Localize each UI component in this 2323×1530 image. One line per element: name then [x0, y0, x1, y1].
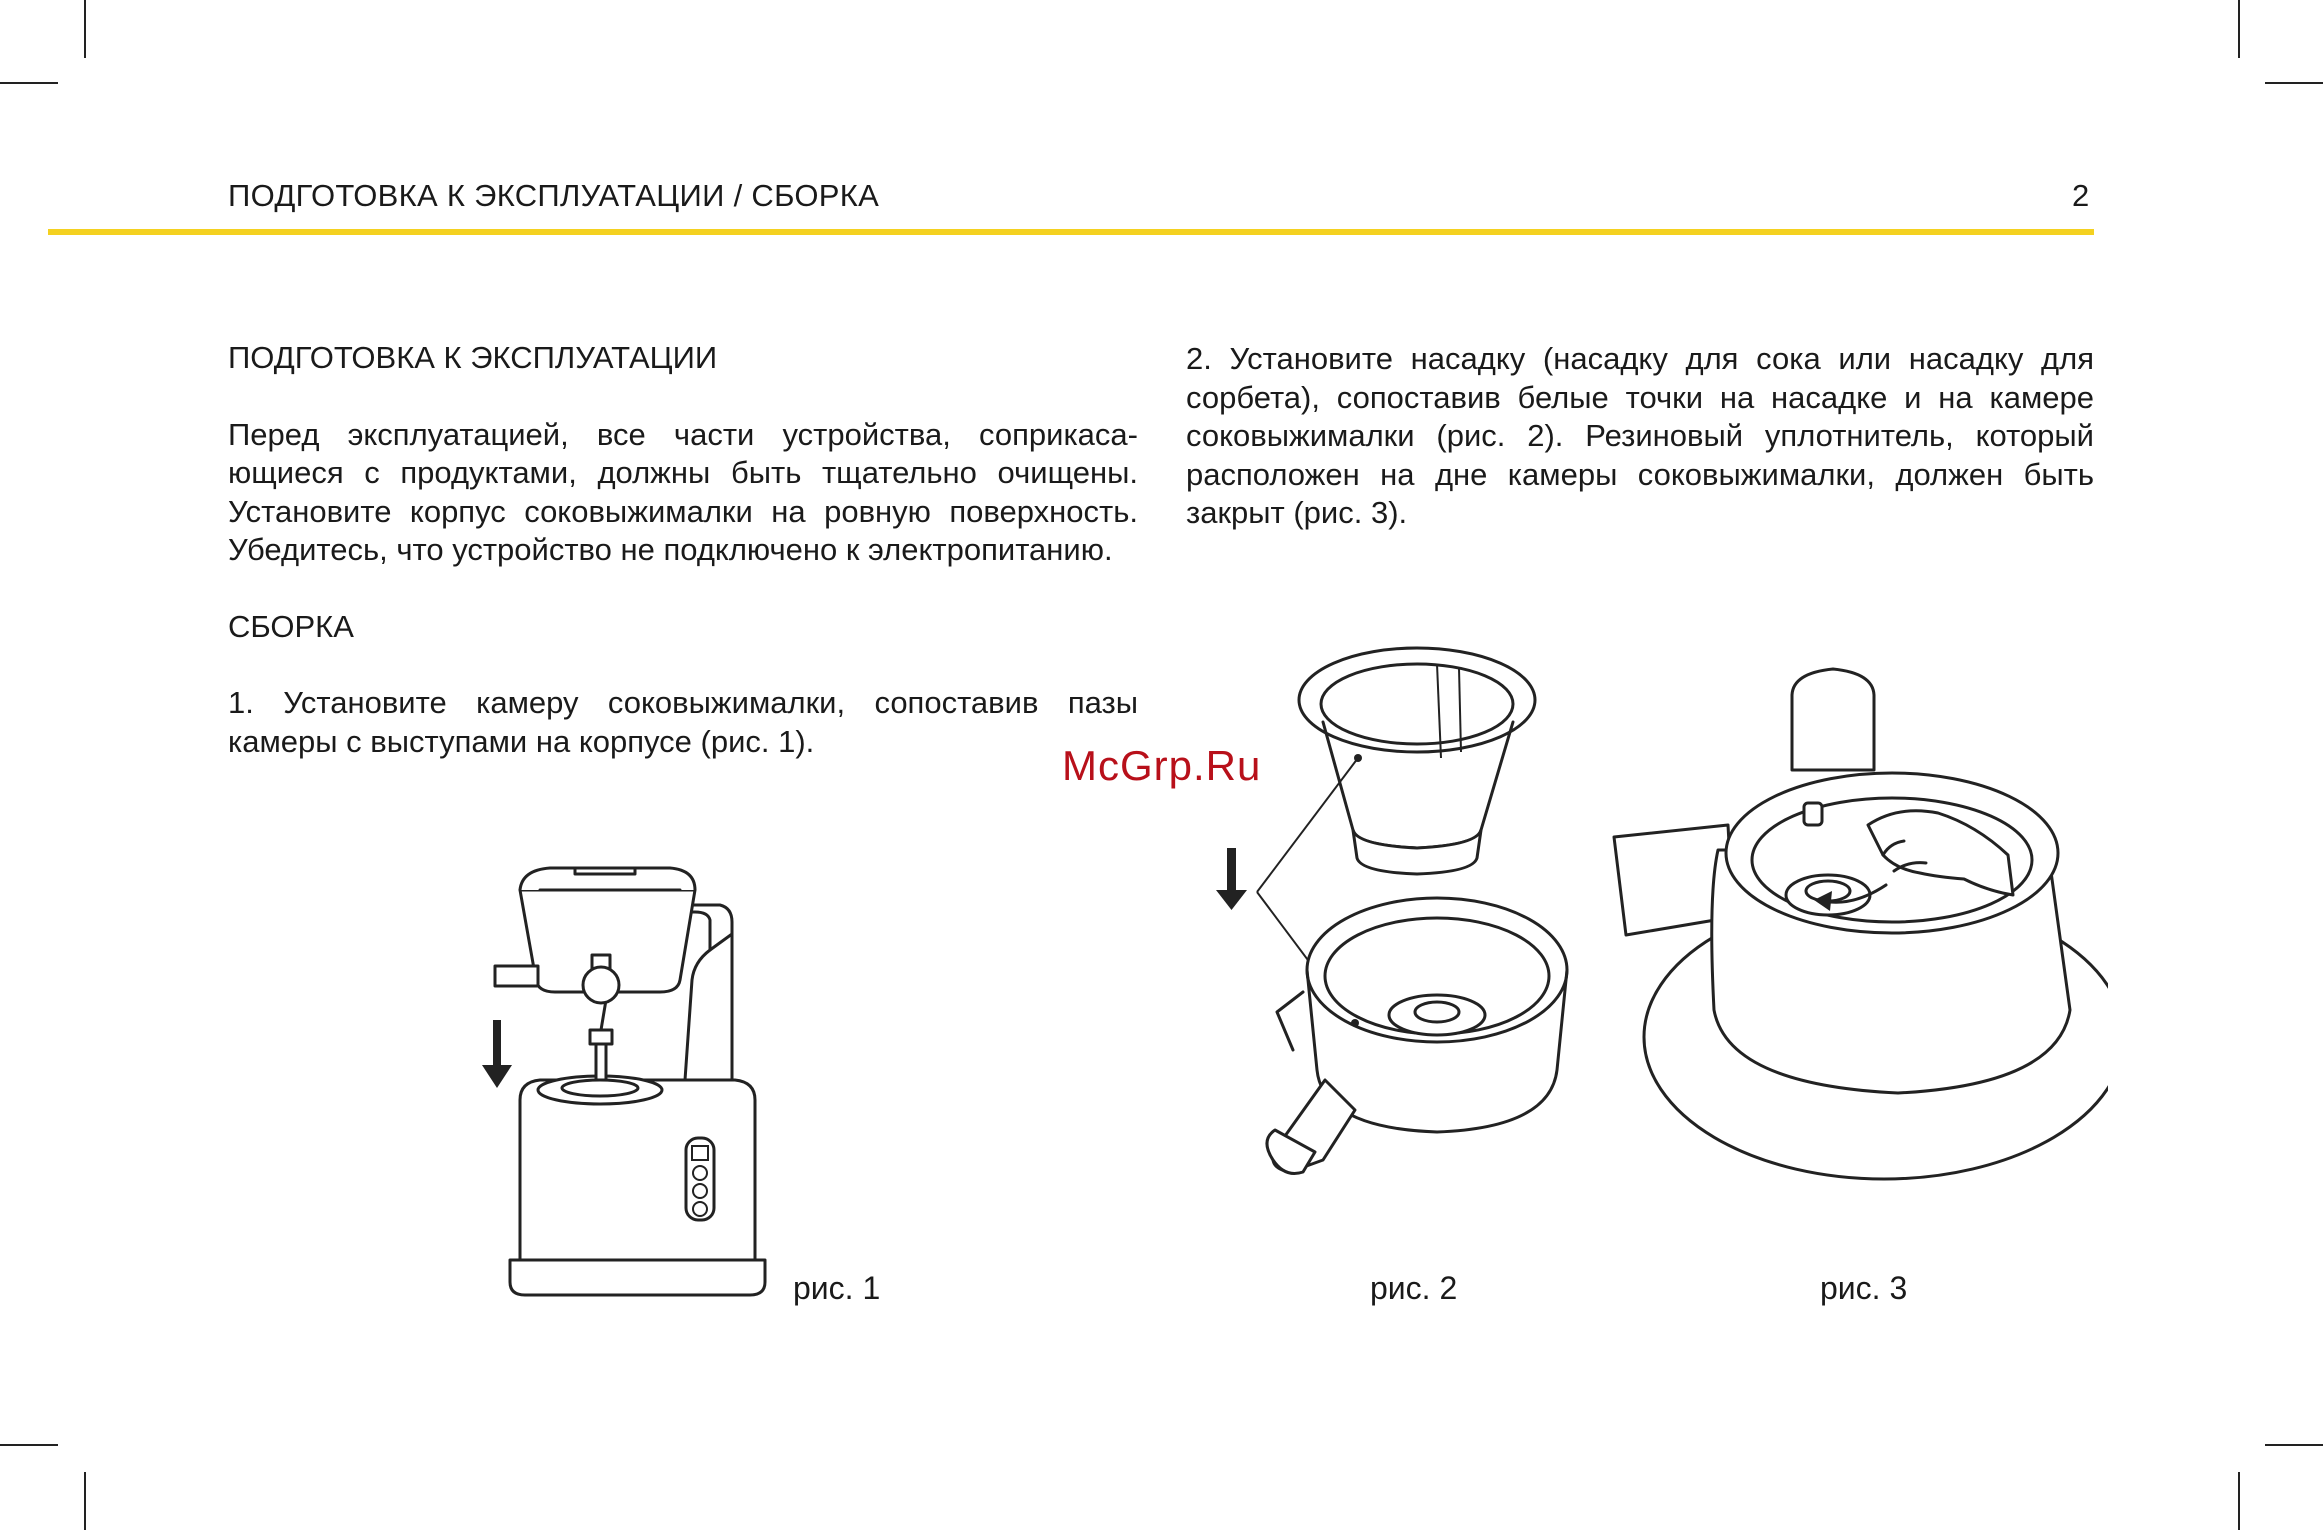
crop-mark: [2265, 1444, 2323, 1446]
figure-3-caption: рис. 3: [1820, 1270, 1908, 1306]
watermark: McGrp.Ru: [1062, 742, 1262, 789]
seal-illustration: [1608, 655, 2108, 1195]
down-arrow-icon: [482, 1020, 512, 1088]
figure-1-caption: рис. 1: [793, 1270, 881, 1306]
figure-2-attachment-alignment: [1205, 640, 1585, 1210]
crop-mark: [0, 1444, 58, 1446]
section-heading-assembly: СБОРКА: [228, 608, 354, 644]
crop-mark: [84, 1472, 86, 1530]
figure-3-rubber-seal: [1608, 655, 2108, 1195]
crop-mark: [2238, 0, 2240, 58]
crop-mark: [2238, 1472, 2240, 1530]
section-heading-preparation: ПОДГОТОВКА К ЭКСПЛУАТАЦИИ: [228, 340, 718, 375]
juicer-illustration: [470, 850, 770, 1310]
crop-mark: [0, 82, 58, 84]
left-column: [228, 339, 1138, 761]
preparation-paragraph: Перед эксплуатацией, все части устройства, соприкасающиеся с продуктами, должны быть тщательно очищены. Установите корпус соковыжималки на ровную поверхность. Убедитесь, что устройство не подключено к электропитанию.: [228, 416, 1138, 567]
figure-2-caption: рис. 2: [1370, 1270, 1458, 1306]
crop-mark: [2265, 82, 2323, 84]
page-header-title: ПОДГОТОВКА К ЭКСПЛУАТАЦИИ / СБОРКА: [228, 178, 880, 213]
right-column: [1186, 340, 2094, 533]
step2-paragraph: 2. Установите насадку (насадку для сока или насадку для сорбета), сопоставив белые точки на насадке и на камере соковыжималки (рис. 2). Резиновый уплотнитель, который расположен на дне камеры соковыжималки, должен быть закрыт (рис. 3).: [1186, 341, 2094, 530]
figure-1-juicer-assembly: [470, 850, 770, 1310]
down-arrow-icon: [1216, 848, 1247, 910]
page-number: 2: [2072, 178, 2090, 213]
chamber-illustration: [1205, 640, 1585, 1210]
crop-mark: [84, 0, 86, 58]
step1-paragraph: 1. Установите камеру соковыжималки, сопоставив пазы камеры с выступами на корпусе (рис. 1).: [228, 685, 1138, 759]
header-rule: [48, 229, 2094, 235]
